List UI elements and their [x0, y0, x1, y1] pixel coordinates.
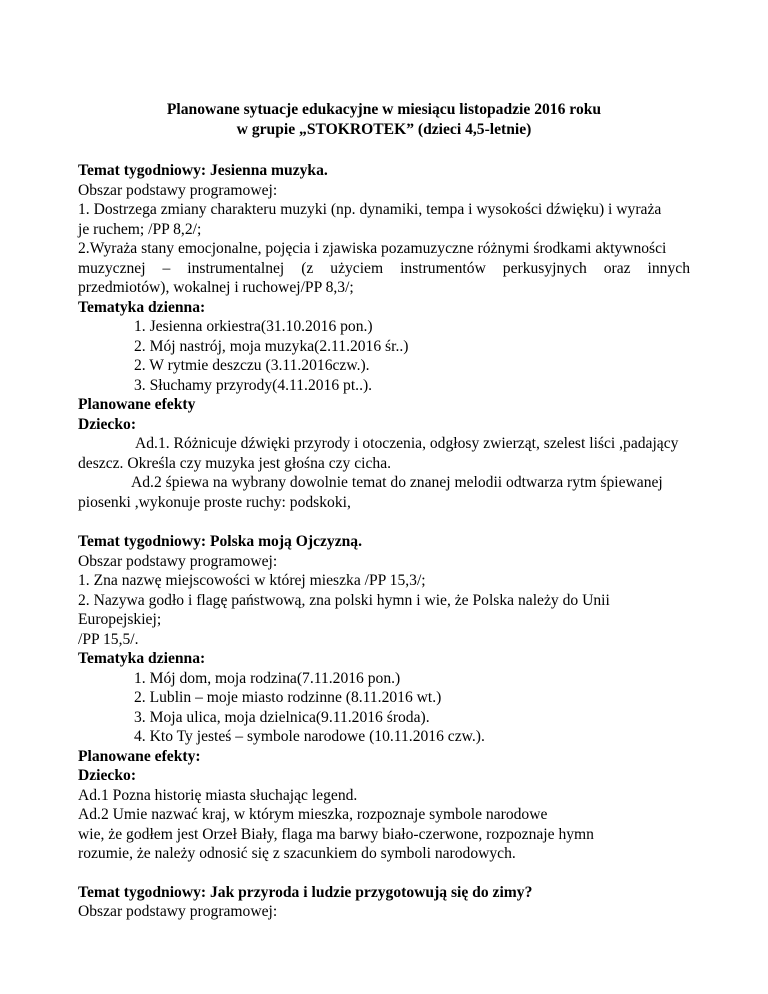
week-2-ad-2-cont: wie, że godłem jest Orzeł Biały, flaga ma barwy biało-czerwone, rozpoznaje hymn — [78, 825, 594, 843]
week-1-area-label: Obszar podstawy programowej: — [78, 181, 278, 199]
week-3-topic: Temat tygodniowy: Jak przyroda i ludzie przygotowują się do zimy? — [78, 883, 533, 901]
week-2-child-label: Dziecko: — [78, 767, 137, 784]
week-1-daily-item: 2. Mój nastrój, moja muzyka(2.11.2016 śr..) — [134, 337, 409, 355]
week-2-topic: Temat tygodniowy: Polska moją Ojczyzną. — [78, 533, 362, 550]
week-2-daily-item: 1. Mój dom, moja rodzina(7.11.2016 pon.) — [134, 669, 401, 687]
week-1-area-item-2-cont: muzycznej – instrumentalnej (z użyciem instrumentów perkusyjnych oraz innych — [78, 259, 690, 277]
week-1-daily-item: 3. Słuchamy przyrody(4.11.2016 pt..). — [134, 376, 373, 394]
week-2-ad-1: Ad.1 Pozna historię miasta słuchając legend. — [78, 786, 358, 804]
week-1-child-label: Dziecko: — [78, 415, 137, 433]
week-2-area-item-1: 1. Zna nazwę miejscowości w której mieszka /PP 15,3/; — [78, 572, 426, 589]
week-1-area-item-1-cont: je ruchem; /PP 8,2/; — [78, 220, 202, 238]
week-2-ad-2: Ad.2 Umie nazwać kraj, w którym mieszka, rozpoznaje symbole narodowe — [78, 806, 548, 823]
week-2-daily-label: Tematyka dzienna: — [78, 650, 206, 667]
week-1-area-item-1: 1. Dostrzega zmiany charakteru muzyki (np. dynamiki, tempa i wysokości dźwięku) i wyraża — [78, 201, 662, 218]
document-title — [78, 100, 690, 140]
week-3-area-label: Obszar podstawy programowej: — [78, 903, 278, 920]
week-1-area-item-2-end: przedmiotów), wokalnej i ruchowej/PP 8,3/; — [78, 279, 354, 296]
week-2-daily-item: 2. Lublin – moje miasto rodzinne (8.11.2016 wt.) — [134, 689, 442, 706]
week-1-daily-item: 2. W rytmie deszczu (3.11.2016czw.). — [134, 357, 370, 374]
document-page — [78, 96, 690, 922]
week-1-daily-item: 1. Jesienna orkiestra(31.10.2016 pon.) — [134, 318, 373, 335]
week-1-ad-1-cont: deszcz. Określa czy muzyka jest głośna czy cicha. — [78, 454, 392, 472]
title-line-1: Planowane sytuacje edukacyjne w miesiącu listopadzie 2016 roku — [166, 101, 602, 118]
week-1-area-item-2: 2.Wyraża stany emocjonalne, pojęcia i zjawiska pozamuzyczne różnymi środkami aktywności — [78, 240, 667, 257]
week-2-effects-label: Planowane efekty: — [78, 747, 201, 765]
section-spacer — [78, 512, 690, 532]
week-1-ad-1: Ad.1. Różnicuje dźwięki przyrody i otoczenia, odgłosy zwierząt, szelest liści ,padający — [135, 435, 679, 452]
week-2-ad-2-end: rozumie, że należy odnosić się z szacunkiem do symboli narodowych. — [78, 845, 516, 862]
week-1-section — [78, 161, 690, 512]
section-spacer — [78, 864, 690, 883]
week-1-daily-label: Tematyka dzienna: — [78, 298, 206, 316]
week-2-area-item-2: 2. Nazywa godło i flagę państwową, zna polski hymn i wie, że Polska należy do Unii — [78, 591, 610, 609]
week-2-daily-item: 3. Moja ulica, moja dzielnica(9.11.2016 środa). — [134, 708, 430, 726]
week-3-section — [78, 883, 690, 922]
title-line-2: w grupie „STOKROTEK” (dzieci 4,5-letnie) — [236, 121, 532, 138]
week-2-area-item-2-end: /PP 15,5/. — [78, 630, 139, 648]
week-1-ad-2-cont: piosenki ,wykonuje proste ruchy: podskoki, — [78, 493, 351, 511]
week-2-area-item-2-cont: Europejskiej; — [78, 611, 162, 628]
week-1-ad-2: Ad.2 śpiewa na wybrany dowolnie temat do znanej melodii odtwarza rytm śpiewanej — [131, 474, 663, 491]
week-2-daily-item: 4. Kto Ty jesteś – symbole narodowe (10.11.2016 czw.). — [134, 728, 485, 745]
week-2-area-label: Obszar podstawy programowej: — [78, 552, 278, 570]
week-1-effects-label: Planowane efekty — [78, 396, 196, 413]
week-2-section — [78, 532, 690, 864]
week-1-topic: Temat tygodniowy: Jesienna muzyka. — [78, 162, 328, 179]
